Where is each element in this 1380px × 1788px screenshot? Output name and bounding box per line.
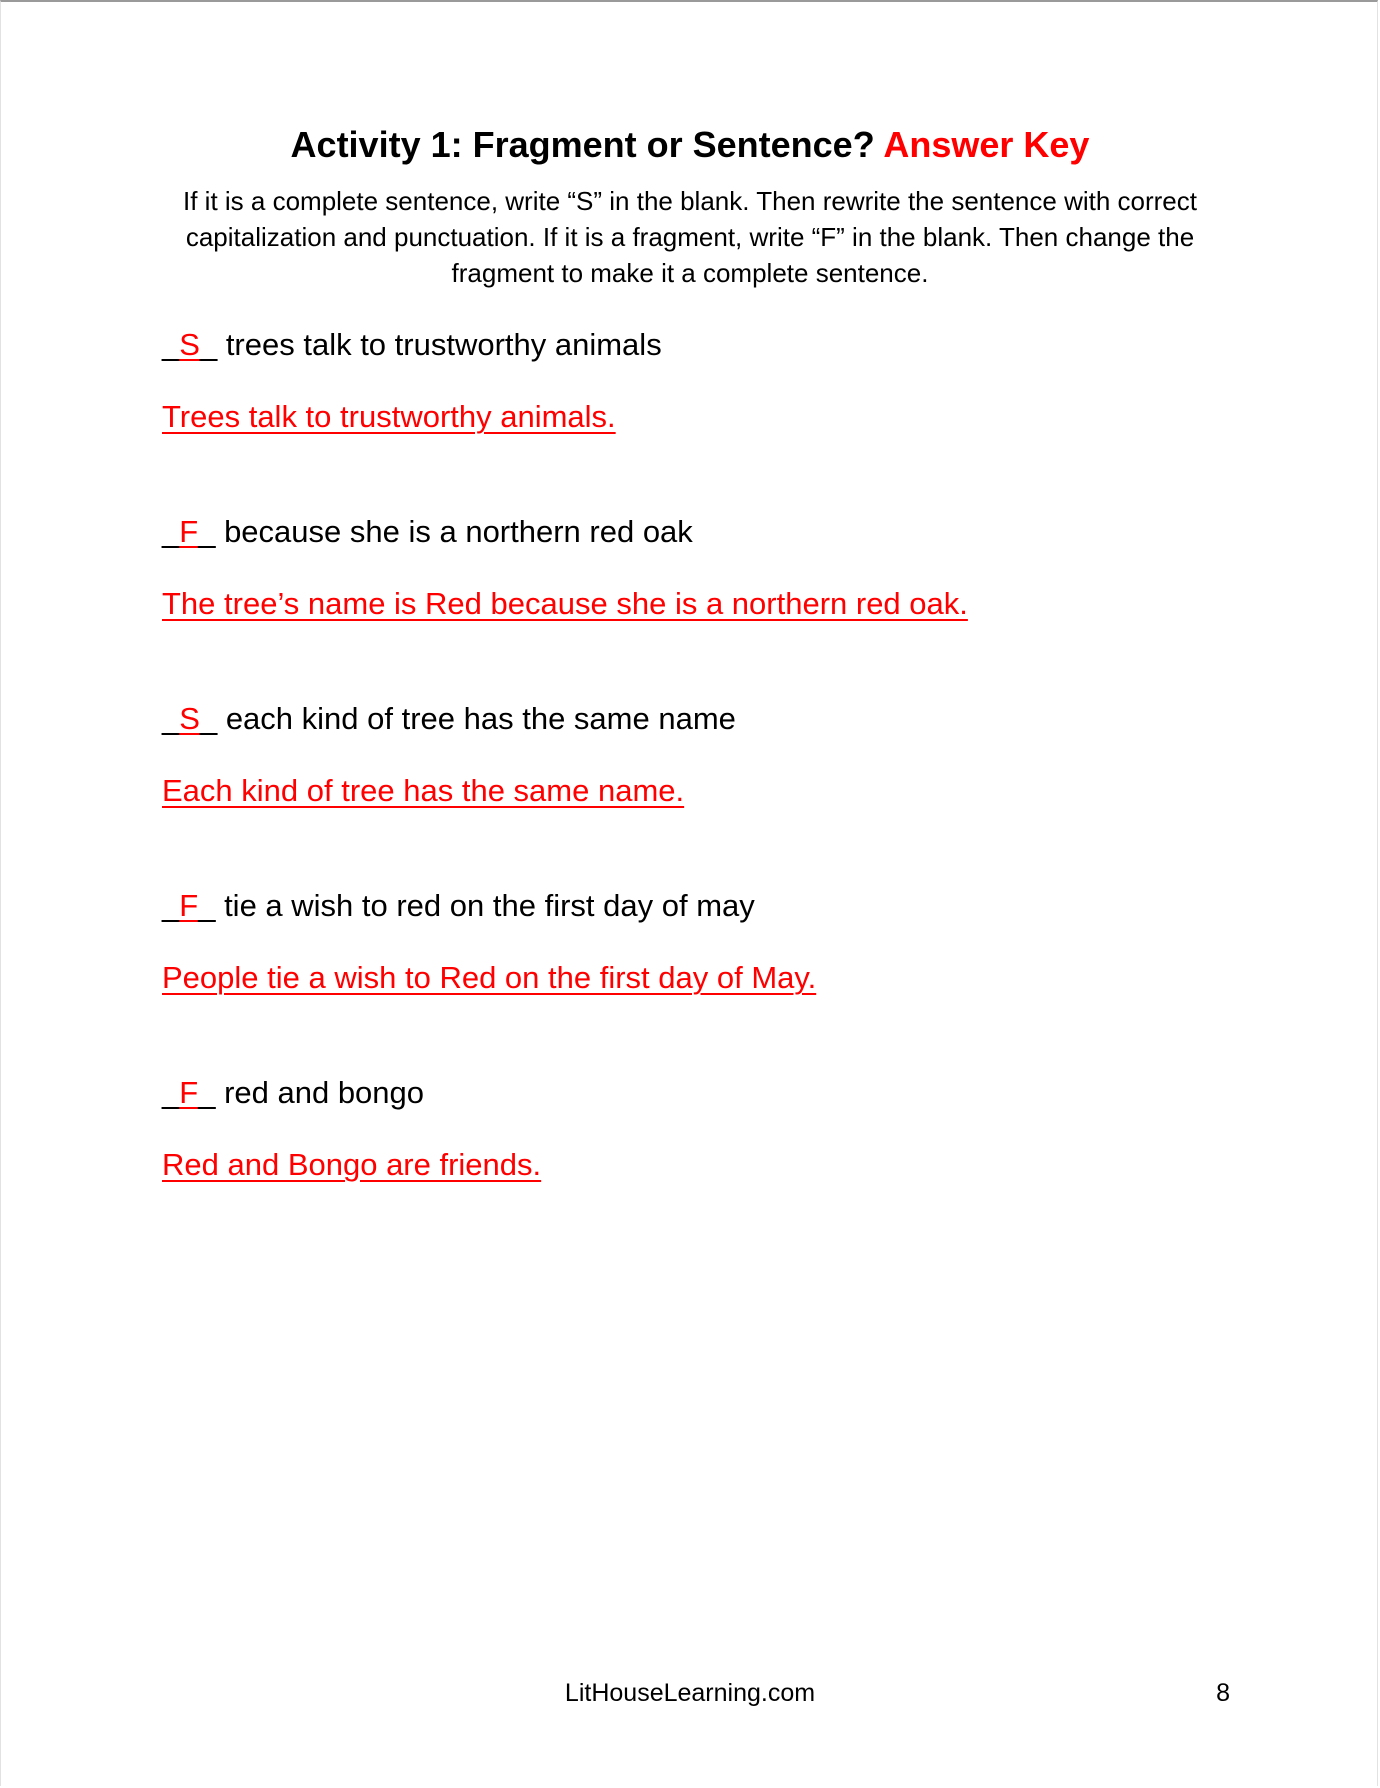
exercise-prompt: because she is a northern red oak (224, 514, 693, 549)
answer-blank (162, 1073, 215, 1113)
exercise-item-2 (162, 512, 1212, 624)
exercise-answer: Red and Bongo are friends. (162, 1147, 542, 1182)
exercise-prompt-line (162, 325, 1212, 365)
answer-blank (162, 325, 217, 365)
answer-blank (162, 886, 215, 926)
blank-suffix: _ (199, 701, 218, 736)
instructions: If it is a complete sentence, write “S” in the blank. Then rewrite the sentence with correct capitalization and punctuation. If it is a fragment, write “F” in the blank. Then change the fragment to make it a complete sentence. (183, 186, 1197, 288)
blank-prefix: _ (162, 888, 180, 923)
exercise-answer: The tree’s name is Red because she is a northern red oak. (162, 586, 968, 621)
answer-letter: F (179, 888, 199, 923)
blank-suffix: _ (198, 888, 216, 923)
exercise-prompt-line (162, 886, 1212, 926)
answer-letter: S (179, 701, 200, 736)
exercise-prompt-line (162, 512, 1212, 552)
exercise-item-3 (162, 699, 1212, 811)
answer-letter: S (179, 327, 200, 362)
footer-website: LitHouseLearning.com (564, 1679, 816, 1707)
page-title (0, 121, 1380, 169)
answer-blank (162, 512, 215, 552)
answer-letter: F (179, 1075, 199, 1110)
exercise-item-5 (162, 1073, 1212, 1185)
exercise-answer: Trees talk to trustworthy animals. (162, 399, 616, 434)
page-number: 8 (1216, 1679, 1230, 1707)
blank-prefix: _ (162, 701, 180, 736)
title-answer-key: Answer Key (883, 124, 1090, 165)
blank-prefix: _ (162, 327, 180, 362)
exercise-answer: People tie a wish to Red on the first day of May. (162, 960, 817, 995)
answer-blank (162, 699, 217, 739)
blank-suffix: _ (199, 327, 218, 362)
exercise-prompt: tie a wish to red on the first day of may (224, 888, 755, 923)
blank-prefix: _ (162, 1075, 180, 1110)
exercise-prompt: each kind of tree has the same name (225, 701, 736, 736)
exercise-item-1 (162, 325, 1212, 437)
blank-prefix: _ (162, 514, 180, 549)
answer-letter: F (179, 514, 199, 549)
exercise-prompt-line (162, 1073, 1212, 1113)
title-main: Activity 1: Fragment or Sentence? (290, 124, 875, 165)
blank-suffix: _ (198, 1075, 216, 1110)
exercise-item-4 (162, 886, 1212, 998)
exercise-prompt: trees talk to trustworthy animals (225, 327, 662, 362)
blank-suffix: _ (198, 514, 216, 549)
exercise-answer: Each kind of tree has the same name. (162, 773, 685, 808)
exercise-prompt: red and bongo (224, 1075, 425, 1110)
exercise-prompt-line (162, 699, 1212, 739)
